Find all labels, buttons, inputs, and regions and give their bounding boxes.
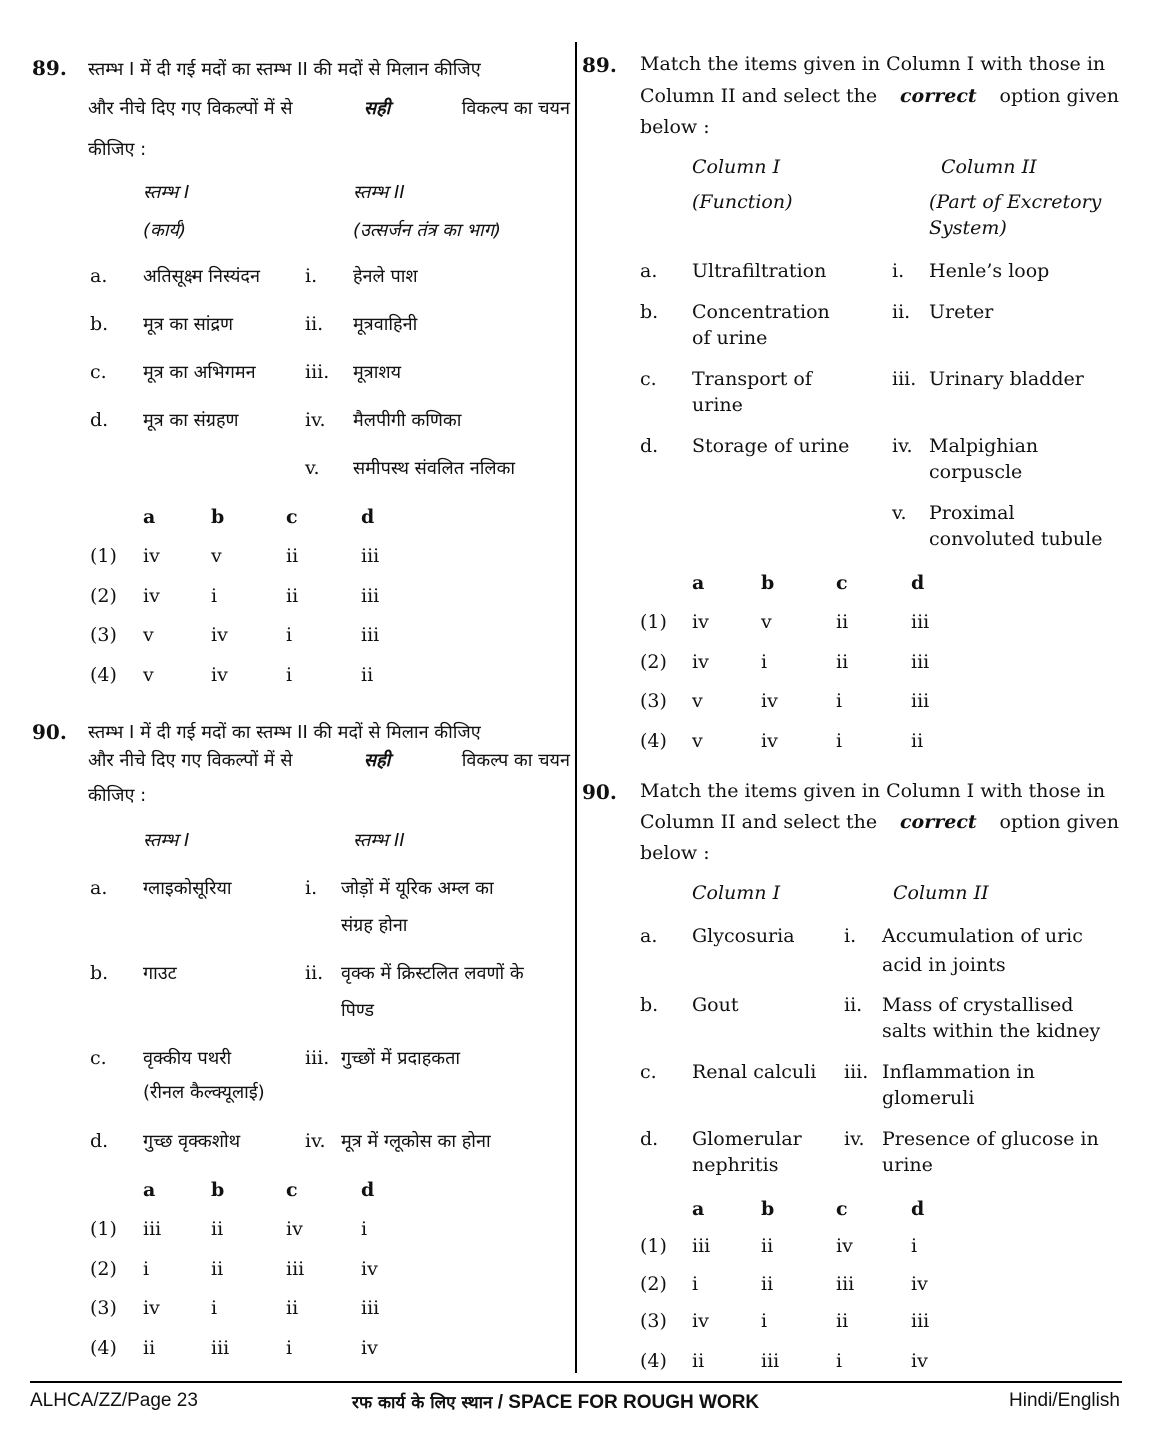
column-2-subheading: (Part of Excretory (929, 191, 1102, 213)
option-value: iv (761, 690, 778, 712)
row-letter: a. (90, 265, 108, 287)
stem-emphasis: correct (899, 85, 977, 107)
option-value: ii (211, 1218, 224, 1240)
question-stem-line (88, 748, 570, 772)
column-1-item: वृक्कीय पथरी (143, 1048, 232, 1069)
question-stem-line (640, 811, 1119, 833)
stem-text: Column II and select the (640, 811, 878, 833)
question-number: 90. (582, 780, 617, 804)
column-2-item: हेनले पाश (353, 266, 418, 287)
column-1-item: Glomerular (692, 1128, 802, 1150)
option-heading: a (692, 572, 705, 594)
row-numeral: iii. (892, 368, 917, 390)
option-heading: a (143, 506, 156, 528)
column-2-item: urine (882, 1154, 933, 1176)
row-numeral: iv. (305, 1130, 326, 1152)
row-numeral: iv. (892, 435, 913, 457)
option-number: (3) (90, 1297, 117, 1319)
stem-text: विकल्प का चयन (461, 98, 570, 119)
stem-text: विकल्प का चयन (461, 750, 570, 771)
option-heading: b (761, 1198, 775, 1220)
column-2-item: Henle’s loop (929, 260, 1050, 282)
option-value: i (836, 690, 843, 712)
column-1-item: ग्लाइकोसूरिया (143, 878, 232, 899)
column-2-item: corpuscle (929, 461, 1023, 483)
column-2-item: Accumulation of uric (882, 925, 1083, 947)
column-2-heading: स्तम्भ II (353, 182, 405, 203)
option-value: iii (361, 1297, 380, 1319)
column-2-item: Mass of crystallised (882, 994, 1074, 1016)
option-heading: d (911, 572, 925, 594)
column-2-item: पिण्ड (341, 1000, 375, 1021)
option-value: iv (692, 651, 709, 673)
option-number: (1) (640, 611, 667, 633)
column-1-heading: Column I (692, 882, 781, 904)
option-number: (2) (640, 1273, 667, 1295)
option-value: v (692, 690, 703, 712)
option-heading: c (836, 572, 848, 594)
option-value: iii (692, 1235, 711, 1257)
column-1-item: Storage of urine (692, 435, 850, 457)
option-value: ii (761, 1273, 774, 1295)
option-number: (2) (90, 1258, 117, 1280)
option-heading: d (911, 1198, 925, 1220)
column-divider (575, 42, 577, 1373)
row-letter: d. (640, 1128, 659, 1150)
row-numeral: ii. (844, 994, 863, 1016)
option-value: iii (911, 651, 930, 673)
option-number: (1) (90, 545, 117, 567)
option-number: (3) (640, 1310, 667, 1332)
option-value: iv (143, 585, 160, 607)
column-1-item: गाउट (143, 963, 177, 984)
option-heading: c (286, 506, 298, 528)
row-letter: a. (90, 877, 108, 899)
column-2-item: Presence of glucose in (882, 1128, 1099, 1150)
column-1-item: Glycosuria (692, 925, 795, 947)
question-stem-line: स्तम्भ I में दी गई मदों का स्तम्भ II की मदों से मिलान कीजिए (88, 722, 481, 743)
column-1-item: गुच्छ वृक्कशोथ (143, 1131, 241, 1152)
stem-text: और नीचे दिए गए विकल्पों में से (88, 750, 293, 771)
option-value: ii (836, 1310, 849, 1332)
row-letter: b. (640, 301, 659, 323)
stem-text: Column II and select the (640, 85, 878, 107)
column-1-item: urine (692, 394, 743, 416)
row-letter: b. (90, 962, 109, 984)
column-2-item: glomeruli (882, 1087, 975, 1109)
option-number: (4) (90, 1337, 117, 1359)
option-value: i (211, 585, 218, 607)
option-heading: c (286, 1179, 298, 1201)
column-1-item: of urine (692, 327, 768, 349)
row-numeral: i. (844, 925, 857, 947)
column-1-item: Concentration (692, 301, 830, 323)
row-letter: a. (640, 925, 658, 947)
stem-emphasis: सही (363, 750, 391, 771)
option-value: iv (361, 1258, 378, 1280)
column-1-item: मूत्र का अभिगमन (143, 362, 256, 383)
option-value: iii (911, 1310, 930, 1332)
option-value: iv (911, 1273, 928, 1295)
column-1-heading: स्तम्भ I (143, 830, 190, 851)
question-stem-line: below : (640, 116, 710, 138)
option-value: iv (692, 1310, 709, 1332)
column-2-subheading: (उत्सर्जन तंत्र का भाग) (353, 220, 501, 241)
option-value: v (761, 611, 772, 633)
row-letter: d. (90, 1130, 109, 1152)
option-heading: d (361, 506, 375, 528)
column-1-heading: स्तम्भ I (143, 182, 190, 203)
column-2-item: मैलपीगी कणिका (353, 410, 462, 431)
option-value: v (143, 664, 154, 686)
option-value: iv (692, 611, 709, 633)
row-numeral: i. (305, 877, 318, 899)
option-value: ii (286, 1297, 299, 1319)
row-numeral: ii. (305, 962, 324, 984)
row-numeral: iv. (844, 1128, 865, 1150)
option-value: i (761, 1310, 768, 1332)
option-value: ii (836, 611, 849, 633)
column-1-item: Gout (692, 994, 739, 1016)
option-value: i (836, 1350, 843, 1372)
option-value: iv (143, 1297, 160, 1319)
column-2-item: salts within the kidney (882, 1020, 1101, 1042)
column-1-item: Transport of (692, 368, 812, 390)
stem-text: option given (999, 811, 1119, 833)
option-number: (1) (90, 1218, 117, 1240)
page-code: ALHCA/ZZ/Page 23 (30, 1390, 198, 1411)
option-value: iii (761, 1350, 780, 1372)
option-value: iv (211, 664, 228, 686)
option-value: i (761, 651, 768, 673)
row-letter: d. (640, 435, 659, 457)
option-heading: d (361, 1179, 375, 1201)
option-value: i (911, 1235, 918, 1257)
column-2-heading: Column II (941, 156, 1037, 178)
option-value: i (286, 1337, 293, 1359)
rough-work-hindi: रफ कार्य के लिए स्थान (352, 1393, 493, 1413)
column-1-item: अतिसूक्ष्म निस्यंदन (143, 266, 260, 287)
row-letter: d. (90, 409, 109, 431)
column-2-item: मूत्र में ग्लूकोस का होना (341, 1131, 491, 1152)
option-value: i (836, 730, 843, 752)
question-stem-line: below : (640, 842, 710, 864)
stem-emphasis: correct (899, 811, 977, 833)
stem-emphasis: सही (363, 98, 391, 119)
option-value: iv (286, 1218, 303, 1240)
option-value: v (143, 624, 154, 646)
column-1-subheading: (Function) (692, 191, 793, 213)
option-value: iv (761, 730, 778, 752)
column-2-item: वृक्क में क्रिस्टलित लवणों के (341, 963, 524, 984)
option-value: i (211, 1297, 218, 1319)
row-letter: c. (640, 1061, 657, 1083)
option-heading: b (761, 572, 775, 594)
row-letter: b. (640, 994, 659, 1016)
option-heading: b (211, 506, 225, 528)
column-2-subheading: System) (929, 217, 1007, 239)
option-number: (2) (640, 651, 667, 673)
option-value: iii (143, 1218, 162, 1240)
stem-text: option given (999, 85, 1119, 107)
language-label: Hindi/English (1009, 1390, 1120, 1411)
option-value: ii (911, 730, 924, 752)
option-value: ii (692, 1350, 705, 1372)
column-1-item: मूत्र का सांद्रण (143, 314, 234, 335)
column-2-item: जोड़ों में यूरिक अम्ल का (341, 878, 494, 899)
option-value: ii (761, 1235, 774, 1257)
stem-text: और नीचे दिए गए विकल्पों में से (88, 98, 293, 119)
option-value: ii (211, 1258, 224, 1280)
option-heading: a (692, 1198, 705, 1220)
question-stem-line: कीजिए : (88, 139, 147, 160)
rough-work-separator: / (492, 1392, 509, 1413)
option-value: iii (286, 1258, 305, 1280)
option-value: iii (361, 624, 380, 646)
column-2-item: convoluted tubule (929, 528, 1103, 550)
row-letter: b. (90, 313, 109, 335)
column-2-item: संग्रह होना (341, 915, 408, 936)
column-2-item: मूत्राशय (353, 362, 402, 383)
option-number: (4) (90, 664, 117, 686)
row-numeral: i. (892, 260, 905, 282)
column-1-item: मूत्र का संग्रहण (143, 410, 239, 431)
option-value: ii (286, 585, 299, 607)
column-2-heading: Column II (893, 882, 989, 904)
question-stem-line: कीजिए : (88, 785, 147, 806)
column-2-item: Urinary bladder (929, 368, 1084, 390)
column-2-item: acid in joints (882, 954, 1006, 976)
footer-rule (30, 1381, 1122, 1383)
column-2-item: Proximal (929, 502, 1015, 524)
option-number: (2) (90, 585, 117, 607)
question-number: 89. (32, 56, 67, 80)
column-2-item: गुच्छों में प्रदाहकता (341, 1048, 461, 1069)
option-number: (3) (640, 690, 667, 712)
option-value: i (143, 1258, 150, 1280)
column-2-item: Ureter (929, 301, 994, 323)
column-1-subheading: (कार्य) (143, 220, 186, 241)
option-value: iii (361, 585, 380, 607)
option-heading: c (836, 1198, 848, 1220)
question-stem-line: स्तम्भ I में दी गई मदों का स्तम्भ II की मदों से मिलान कीजिए (88, 59, 481, 80)
option-value: iii (211, 1337, 230, 1359)
row-numeral: v. (305, 457, 320, 479)
option-value: iv (143, 545, 160, 567)
row-letter: c. (640, 368, 657, 390)
option-value: iii (836, 1273, 855, 1295)
option-number: (4) (640, 1350, 667, 1372)
row-letter: c. (90, 1047, 107, 1069)
option-value: ii (836, 651, 849, 673)
column-1-item: nephritis (692, 1154, 779, 1176)
rough-work-english: SPACE FOR ROUGH WORK (508, 1392, 760, 1413)
option-value: v (692, 730, 703, 752)
row-letter: c. (90, 361, 107, 383)
row-numeral: iii. (305, 1047, 330, 1069)
row-numeral: iii. (305, 361, 330, 383)
row-numeral: iv. (305, 409, 326, 431)
option-number: (3) (90, 624, 117, 646)
row-letter: a. (640, 260, 658, 282)
column-1-item: (रीनल कैल्क्यूलाई) (143, 1082, 265, 1103)
option-number: (4) (640, 730, 667, 752)
option-value: i (361, 1218, 368, 1240)
column-2-item: Malpighian (929, 435, 1039, 457)
column-2-item: मूत्रवाहिनी (353, 314, 418, 335)
question-stem-line: Match the items given in Column I with those in (640, 53, 1106, 75)
row-numeral: ii. (305, 313, 324, 335)
option-value: iv (836, 1235, 853, 1257)
question-stem-line: Match the items given in Column I with those in (640, 780, 1106, 802)
option-value: i (692, 1273, 699, 1295)
option-value: v (211, 545, 222, 567)
option-value: iv (211, 624, 228, 646)
rough-work-label (352, 1390, 759, 1414)
row-numeral: v. (892, 502, 907, 524)
option-value: iv (911, 1350, 928, 1372)
option-value: ii (361, 664, 374, 686)
row-numeral: iii. (844, 1061, 869, 1083)
question-stem-line (88, 96, 570, 120)
question-number: 89. (582, 53, 617, 77)
option-value: ii (286, 545, 299, 567)
column-1-item: Ultrafiltration (692, 260, 827, 282)
option-number: (1) (640, 1235, 667, 1257)
option-value: i (286, 664, 293, 686)
question-stem-line (640, 85, 1119, 107)
option-value: iii (911, 611, 930, 633)
column-2-heading: स्तम्भ II (353, 830, 405, 851)
row-numeral: i. (305, 265, 318, 287)
option-heading: b (211, 1179, 225, 1201)
option-value: iv (361, 1337, 378, 1359)
question-number: 90. (32, 720, 67, 744)
column-1-heading: Column I (692, 156, 781, 178)
option-value: iii (911, 690, 930, 712)
column-2-item: समीपस्थ संवलित नलिका (353, 458, 516, 479)
row-numeral: ii. (892, 301, 911, 323)
column-1-item: Renal calculi (692, 1061, 817, 1083)
option-value: iii (361, 545, 380, 567)
column-2-item: Inflammation in (882, 1061, 1035, 1083)
option-heading: a (143, 1179, 156, 1201)
option-value: ii (143, 1337, 156, 1359)
option-value: i (286, 624, 293, 646)
